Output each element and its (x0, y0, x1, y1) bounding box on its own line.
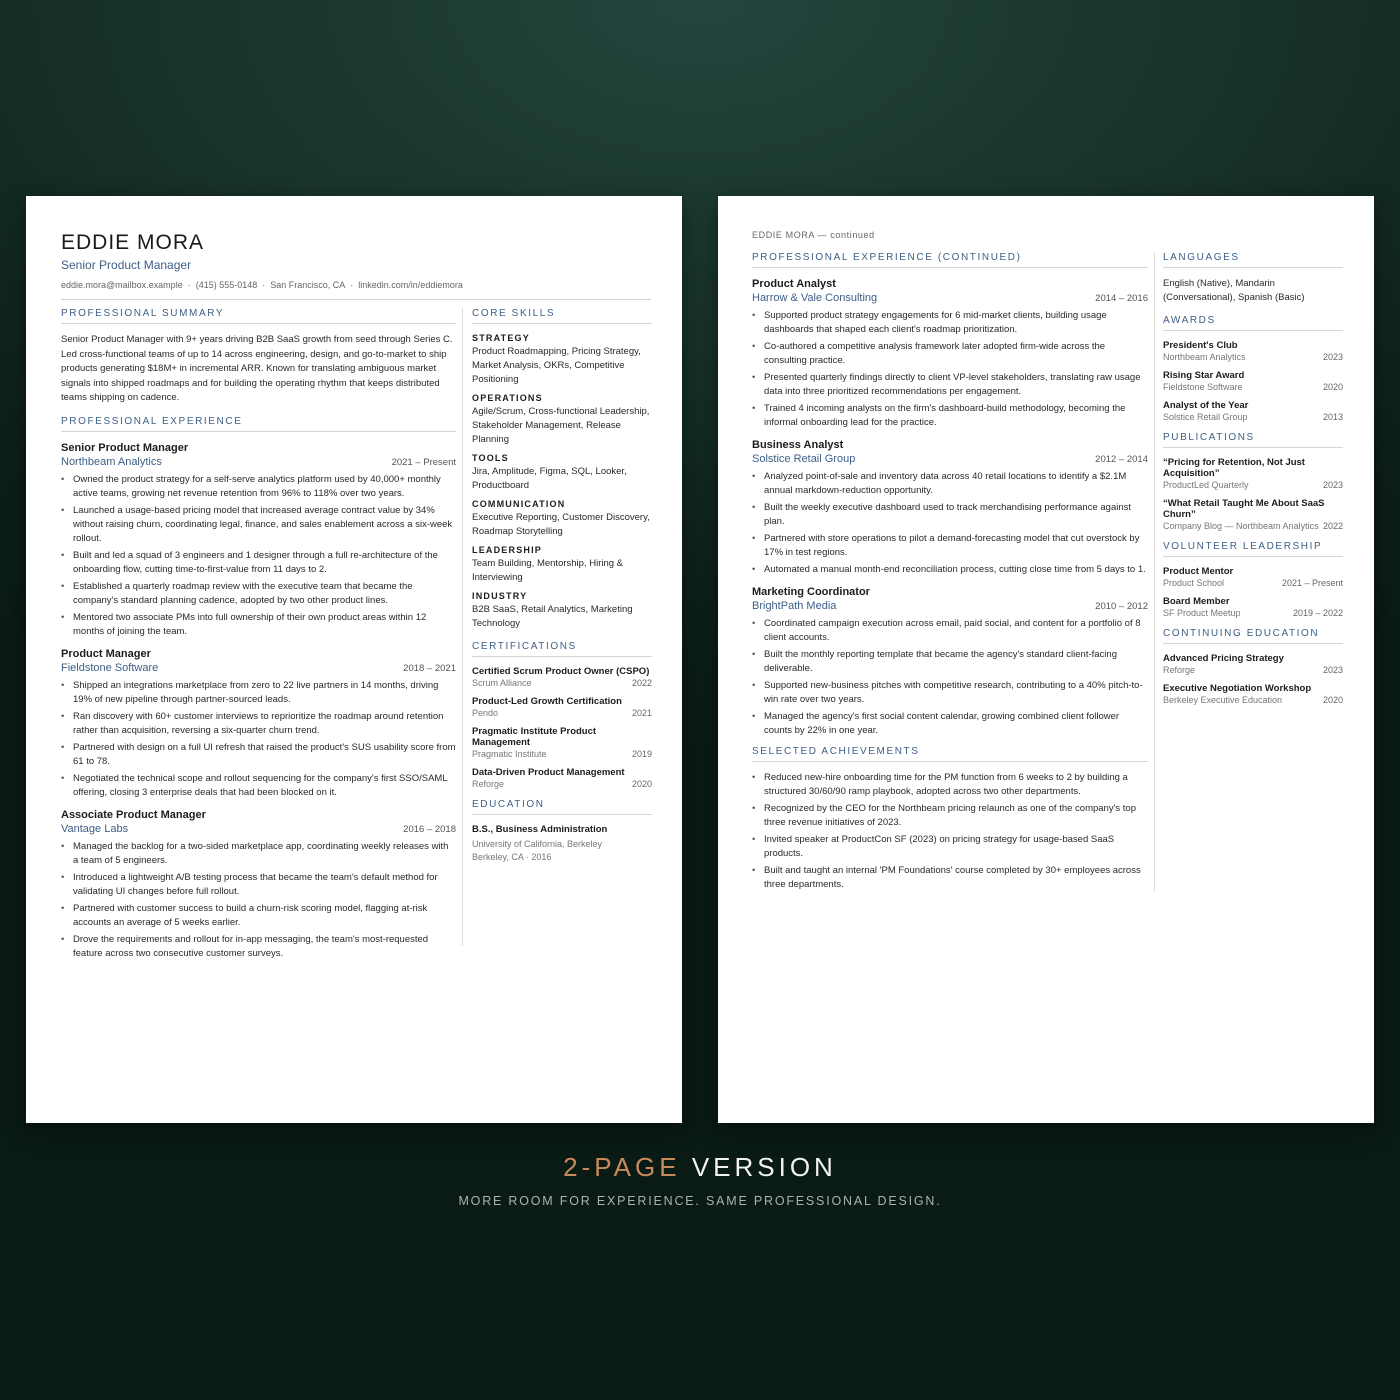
education-heading: EDUCATION (472, 799, 652, 815)
skills-list (472, 333, 652, 631)
bullet-item: • Partnered with customer success to build a churn-risk scoring model, flagging at-risk accounts an average of 5 weeks earlier. (61, 902, 456, 930)
publications-list (1163, 457, 1343, 533)
side-item (472, 666, 652, 690)
resume-page-2 (718, 196, 1374, 1123)
job-title: Associate Product Manager (61, 808, 206, 821)
bullet-item: • Automated a manual month-end reconciliation process, cutting close time from 5 days to 1. (752, 563, 1148, 577)
job-company-row (752, 452, 1148, 467)
experience-list-2 (752, 277, 1148, 738)
side-item-year: 2019 – 2022 (1292, 608, 1343, 618)
achievement-item: • Reduced new-hire onboarding time for the PM function from 6 weeks to 2 by building a structured 30/60/90 ramp playbook, adopted across two other departments. (752, 771, 1148, 799)
side-item-year: 2020 (1322, 382, 1343, 392)
job-company: Harrow & Vale Consulting (752, 292, 878, 304)
side-item-org: SF Product Meetup (1163, 608, 1241, 618)
bullet-item: • Launched a usage-based pricing model that increased average contract value by 34% without raising churn, coordinating legal, finance, and sales enablement across a six-week rollout. (61, 504, 456, 546)
skill-group-text: Jira, Amplitude, Figma, SQL, Looker, Productboard (472, 466, 627, 491)
bullet-item: • Coordinated campaign execution across email, paid social, and content for a portfolio of 8 client accounts. (752, 617, 1148, 645)
side-item (1163, 370, 1343, 394)
job-bullets (752, 470, 1148, 577)
side-item-meta (472, 748, 652, 761)
bullet-item: • Owned the product strategy for a self-serve analytics platform used by 40,000+ monthly active teams, growing net revenue retention from 96% to 118% over two years. (61, 473, 456, 501)
side-item-org: Solstice Retail Group (1163, 412, 1248, 422)
side-item-meta (1163, 381, 1343, 394)
side-item-name: President's Club (1163, 340, 1238, 351)
side-item-org: Pragmatic Institute (472, 749, 547, 759)
job-company: Vantage Labs (61, 822, 129, 835)
publication-year: 2022 (1322, 521, 1343, 531)
bullet-item: • Shipped an integrations marketplace from zero to 22 live partners in 14 months, driving 19% of new pipeline through partner-sourced leads. (61, 679, 456, 707)
bullet-item: • Managed the agency's first social content calendar, growing combined client follower counts by 22% in one year. (752, 710, 1148, 738)
contact-item: eddie.mora@mailbox.example (61, 280, 183, 290)
continuing-education-list (1163, 653, 1343, 707)
bullet-item: • Introduced a lightweight A/B testing process that became the team's default method for validating UI changes before full rollout. (61, 871, 456, 899)
side-item-org: Fieldstone Software (1163, 382, 1243, 392)
side-item (472, 726, 652, 761)
experience-list (61, 441, 456, 961)
side-item-name: Analyst of the Year (1163, 400, 1249, 411)
caption-title (0, 1150, 1400, 1184)
job-bullets (61, 840, 456, 961)
side-item (472, 767, 652, 791)
job-company: BrightPath Media (752, 600, 837, 612)
job-bullets (61, 473, 456, 639)
bullet-item: • Analyzed point-of-sale and inventory data across 40 retail locations to identify a $2.1M annual markdown-reduction opportunity. (752, 470, 1148, 498)
certifications-list (472, 666, 652, 791)
job-entry (752, 277, 1148, 430)
caption (0, 1150, 1400, 1208)
side-column-2 (1163, 252, 1343, 713)
side-item-name: Certified Scrum Product Owner (CSPO) (472, 666, 650, 677)
job-dates: 2012 – 2014 (1095, 454, 1148, 465)
bullet-item: • Trained 4 incoming analysts on the firm's dashboard-build methodology, becoming the informal onboarding lead for the practice. (752, 402, 1148, 430)
achievements-heading: SELECTED ACHIEVEMENTS (752, 746, 1148, 762)
main-column (61, 308, 456, 969)
side-item-meta (472, 677, 652, 690)
side-item (1163, 340, 1343, 364)
skills-heading: CORE SKILLS (472, 308, 652, 324)
side-item-name: Executive Negotiation Workshop (1163, 683, 1312, 694)
side-item-org: Northbeam Analytics (1163, 352, 1246, 362)
caption-title-accent: 2-PAGE (563, 1152, 681, 1182)
experience-heading: PROFESSIONAL EXPERIENCE (61, 416, 456, 432)
job-entry (752, 585, 1148, 738)
continuing-education-heading: CONTINUING EDUCATION (1163, 628, 1343, 644)
experience-continued-heading: PROFESSIONAL EXPERIENCE (CONTINUED) (752, 252, 1148, 268)
resume-page-1 (26, 196, 682, 1123)
achievements-list (752, 771, 1148, 892)
job-entry (752, 438, 1148, 577)
side-item-name: Rising Star Award (1163, 370, 1245, 381)
side-item (1163, 683, 1343, 707)
bullet-item: • Built and led a squad of 3 engineers and 1 designer through a full re-architecture of the onboarding flow, cutting time-to-first-value from 11 days to 2. (61, 549, 456, 577)
bullet-item: • Managed the backlog for a two-sided marketplace app, coordinating weekly releases with a team of 5 engineers. (61, 840, 456, 868)
side-item-name: Data-Driven Product Management (472, 767, 625, 778)
job-company: Fieldstone Software (61, 661, 159, 674)
job-dates: 2010 – 2012 (1095, 601, 1148, 612)
side-item-org: Berkeley Executive Education (1163, 695, 1283, 705)
resume-header (61, 230, 651, 300)
publication-meta (1163, 479, 1343, 492)
awards-heading: AWARDS (1163, 315, 1343, 331)
achievement-item: • Built and taught an internal 'PM Foundations' course completed by 30+ employees across three departments. (752, 864, 1148, 892)
side-item (1163, 566, 1343, 590)
contact-separator: · (187, 280, 191, 290)
side-item (472, 696, 652, 720)
publication-title: “What Retail Taught Me About SaaS Churn” (1163, 498, 1325, 520)
contact-item: San Francisco, CA (270, 280, 346, 290)
awards-list (1163, 340, 1343, 424)
side-item-org: Reforge (1163, 665, 1196, 675)
side-item-name: Product-Led Growth Certification (472, 696, 622, 707)
skill-group-text: Product Roadmapping, Pricing Strategy, Market Analysis, OKRs, Competitive Positioning (472, 346, 641, 385)
side-column (472, 308, 652, 864)
side-item-org: Reforge (472, 779, 505, 789)
side-item-year: 2019 (631, 749, 652, 759)
skill-group-heading: TOOLS (472, 453, 509, 463)
bullet-item: • Built the monthly reporting template that became the agency's standard client-facing deliverable. (752, 648, 1148, 676)
job-company: Northbeam Analytics (61, 455, 162, 468)
education-place: Berkeley, CA · 2016 (472, 852, 552, 862)
job-title: Product Manager (61, 647, 151, 660)
volunteer-heading: VOLUNTEER LEADERSHIP (1163, 541, 1343, 557)
bullet-item: • Partnered with design on a full UI refresh that raised the product's SUS usability score from 61 to 78. (61, 741, 456, 769)
contact-row (61, 279, 651, 291)
summary-text: Senior Product Manager with 9+ years driving B2B SaaS growth from seed through Series C. Led cross-functional teams of up to 14 across engineering, design, and go-to-market to ship products generating $18M+ in incremental ARR. Known for translating ambiguous market signals into shipped roadmaps and for building the operating rhythm that keeps distributed teams shipping on cadence. (61, 334, 453, 403)
certifications-heading: CERTIFICATIONS (472, 641, 652, 657)
skill-group-text: B2B SaaS, Retail Analytics, Marketing Technology (472, 604, 633, 629)
publication-year: 2023 (1322, 480, 1343, 490)
publication-outlet: Company Blog — Northbeam Analytics (1163, 521, 1319, 531)
side-item-meta (472, 707, 652, 720)
bullet-item: • Presented quarterly findings directly to client VP-level stakeholders, translating raw usage data into three prioritized recommendations per engagement. (752, 371, 1148, 399)
summary-heading: PROFESSIONAL SUMMARY (61, 308, 456, 324)
bullet-item: • Partnered with store operations to pilot a demand-forecasting model that cut overstock by 17% in test regions. (752, 532, 1148, 560)
publication-title: “Pricing for Retention, Not Just Acquisition” (1163, 457, 1305, 479)
bullet-item: • Supported new-business pitches with competitive research, contributing to a 40% pitch-to-win rate over two years. (752, 679, 1148, 707)
contact-item: (415) 555-0148 (195, 280, 258, 290)
job-entry (61, 441, 456, 639)
side-item-meta (472, 778, 652, 791)
side-item-year: 2023 (1322, 665, 1343, 675)
job-dates: 2014 – 2016 (1095, 293, 1148, 304)
candidate-name: EDDIE MORA (61, 231, 205, 254)
job-entry (61, 647, 456, 800)
side-item-meta (1163, 577, 1343, 590)
job-bullets (752, 309, 1148, 430)
side-item-year: 2020 (631, 779, 652, 789)
side-item (1163, 596, 1343, 620)
publication-meta (1163, 520, 1343, 533)
job-company-row (61, 455, 456, 470)
side-item-meta (1163, 411, 1343, 424)
job-title: Senior Product Manager (61, 441, 189, 454)
caption-title-rest: VERSION (691, 1152, 837, 1182)
side-item (1163, 653, 1343, 677)
job-company-row (61, 822, 456, 837)
job-title: Business Analyst (752, 439, 844, 451)
job-dates: 2021 – Present (391, 456, 456, 468)
bullet-item: • Co-authored a competitive analysis framework later adopted firm-wide across the consulting practice. (752, 340, 1148, 368)
languages-heading: LANGUAGES (1163, 252, 1343, 268)
page2-header: EDDIE MORA — continued (752, 230, 875, 240)
volunteer-list (1163, 566, 1343, 620)
achievement-item: • Recognized by the CEO for the Northbeam pricing relaunch as one of the company's top three revenue initiatives of 2023. (752, 802, 1148, 830)
bullet-item: • Drove the requirements and rollout for in-app messaging, the team's most-requested feature across two consecutive customer surveys. (61, 933, 456, 961)
publication-outlet: ProductLed Quarterly (1163, 480, 1249, 490)
side-item-year: 2021 – Present (1281, 578, 1343, 588)
skill-group-heading: OPERATIONS (472, 393, 543, 403)
side-item-org: Pendo (472, 708, 499, 718)
bullet-item: • Built the weekly executive dashboard used to track merchandising performance against plan. (752, 501, 1148, 529)
bullet-item: • Supported product strategy engagements for 6 mid-market clients, building usage dashboards that shaped each client's roadmap prioritization. (752, 309, 1148, 337)
education-degree: B.S., Business Administration (472, 824, 608, 835)
side-item-meta (1163, 694, 1343, 707)
bullet-item: • Mentored two associate PMs into full ownership of their own product areas within 12 months of joining the team. (61, 611, 456, 639)
skill-group-heading: COMMUNICATION (472, 499, 566, 509)
publications-heading: PUBLICATIONS (1163, 432, 1343, 448)
job-company: Solstice Retail Group (752, 453, 856, 465)
job-bullets (752, 617, 1148, 738)
job-entry (61, 808, 456, 961)
job-company-row (752, 291, 1148, 306)
side-item-name: Board Member (1163, 596, 1230, 607)
side-item (1163, 400, 1343, 424)
side-item-year: 2022 (631, 678, 652, 688)
side-item-name: Pragmatic Institute Product Management (472, 726, 597, 748)
main-column-2 (752, 252, 1148, 895)
side-item-name: Advanced Pricing Strategy (1163, 653, 1284, 664)
contact-separator: · (350, 280, 354, 290)
side-item-year: 2021 (631, 708, 652, 718)
side-item-org: Product School (1163, 578, 1225, 588)
job-company-row (61, 661, 456, 676)
job-dates: 2018 – 2021 (403, 662, 456, 674)
bullet-item: • Negotiated the technical scope and rollout sequencing for the company's first SSO/SAML offering, closing 3 enterprise deals that had been blocked on it. (61, 772, 456, 800)
publication-item (1163, 457, 1343, 492)
side-item-name: Product Mentor (1163, 566, 1234, 577)
side-item-year: 2013 (1322, 412, 1343, 422)
achievement-item: • Invited speaker at ProductCon SF (2023) on pricing strategy for usage-based SaaS products. (752, 833, 1148, 861)
side-item-meta (1163, 351, 1343, 364)
side-item-meta (1163, 607, 1343, 620)
bullet-item: • Ran discovery with 60+ customer interviews to reprioritize the roadmap around retention rather than acquisition, reversing a six-quarter churn trend. (61, 710, 456, 738)
education-school: University of California, Berkeley (472, 839, 603, 849)
skill-group-text: Team Building, Mentorship, Hiring & Interviewing (472, 558, 624, 583)
side-item-year: 2023 (1322, 352, 1343, 362)
skill-group-text: Executive Reporting, Customer Discovery, Roadmap Storytelling (472, 512, 650, 537)
job-company-row (752, 599, 1148, 614)
job-title: Marketing Coordinator (752, 586, 870, 598)
publication-item (1163, 498, 1343, 533)
skill-group-heading: STRATEGY (472, 333, 530, 343)
skill-group-text: Agile/Scrum, Cross-functional Leadership, Stakeholder Management, Release Planning (472, 406, 650, 445)
contact-item: linkedin.com/in/eddiemora (358, 280, 463, 290)
bullet-item: • Established a quarterly roadmap review with the executive team that became the company's standard planning cadence, adopted by two other product lines. (61, 580, 456, 608)
candidate-role: Senior Product Manager (61, 258, 192, 272)
job-title: Product Analyst (752, 278, 836, 290)
caption-subtitle: MORE ROOM FOR EXPERIENCE. SAME PROFESSIONAL DESIGN. (458, 1194, 942, 1208)
languages-text: English (Native), Mandarin (Conversational), Spanish (Basic) (1163, 278, 1305, 303)
skill-group-heading: INDUSTRY (472, 591, 528, 601)
side-item-org: Scrum Alliance (472, 678, 532, 688)
contact-separator: · (262, 280, 266, 290)
side-item-meta (1163, 664, 1343, 677)
job-dates: 2016 – 2018 (403, 823, 456, 835)
job-bullets (61, 679, 456, 800)
skill-group-heading: LEADERSHIP (472, 545, 543, 555)
side-item-year: 2020 (1322, 695, 1343, 705)
